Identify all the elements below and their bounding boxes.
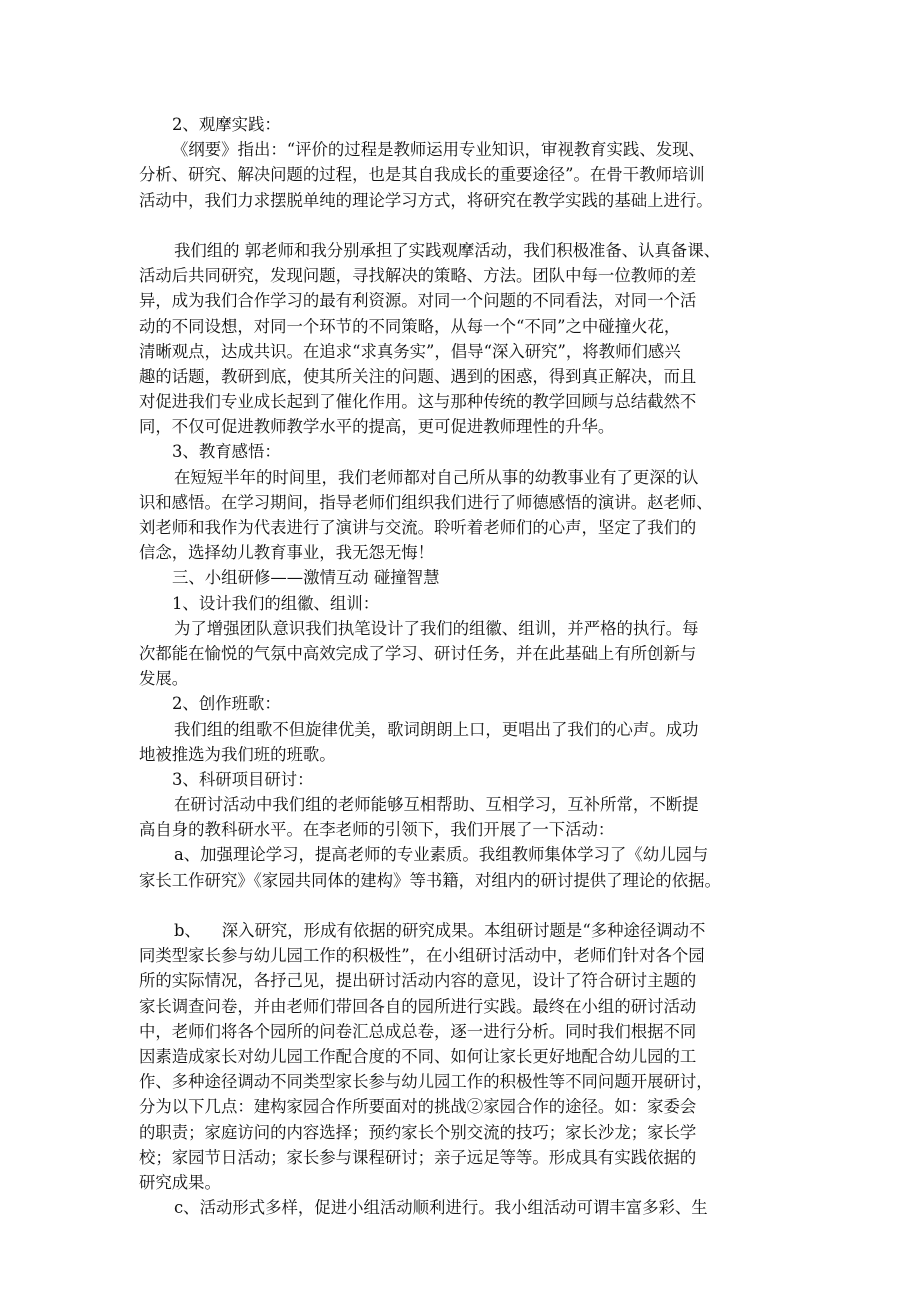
text-line: 同，不仅可促进教师教学水平的提高，更可促进教师理性的升华。 — [139, 417, 615, 437]
text-line: 《纲要》指出：“评价的过程是教师运用专业知识，审视教育实践、发现、 — [172, 140, 705, 160]
text-line: 家长调查问卷，并由老师们带回各自的园所进行实践。最终在小组的研讨活动 — [139, 996, 697, 1016]
text-line: 家长工作研究》《家园共同体的建构》等书籍，对组内的研讨提供了理论的依据。 — [139, 870, 721, 890]
blank-line — [139, 213, 799, 238]
text-line: 我们组的 郭老师和我分别承担了实践观摩活动，我们积极准备、认真备课、 — [174, 240, 721, 260]
text-line: 清晰观点，达成共识。在追求“求真务实”，倡导“深入研究”，将教师们感兴 — [139, 341, 681, 361]
section-heading: 3、科研项目研讨： — [172, 769, 314, 789]
text-line: 信念，选择幼儿教育事业，我无怨无悔！ — [139, 543, 435, 563]
blank-line — [139, 893, 799, 918]
text-line: 分析、研究、解决问题的过程，也是其自我成长的重要途径”。在骨干教师培训 — [139, 165, 705, 185]
text-line: 分为以下几点：建构家园合作所要面对的挑战②家园合作的途径。如：家委会 — [139, 1097, 697, 1117]
text-line: b、 深入研究，形成有依据的研究成果。本组研讨题是“多种途径调动不 — [174, 921, 706, 940]
text-line: 刘老师和我作为代表进行了演讲与交流。聆听着老师们的心声，坚定了我们的 — [139, 518, 697, 537]
text-line: 因素造成家长对幼儿园工作配合度的不同、如何让家长更好地配合幼儿园的工 — [139, 1046, 697, 1066]
section-heading: 三、小组研修——激情互动 碰撞智慧 — [172, 568, 440, 588]
text-line: 的职责；家庭访问的内容选择；预约家长个别交流的技巧；家长沙龙；家长学 — [139, 1122, 697, 1142]
text-line: 动的不同设想，对同一个环节的不同策略，从每一个“不同”之中碰撞火花， — [139, 316, 681, 336]
section-heading: 2、观摩实践： — [172, 115, 281, 134]
text-line: 次都能在愉悦的气氛中高效完成了学习、研讨任务，并在此基础上有所创新与 — [139, 643, 697, 663]
text-line: 研究成果。 — [139, 1172, 221, 1192]
text-line: 作、多种途径调动不同类型家长参与幼儿园工作的积极性等不同问题开展研讨， — [139, 1072, 713, 1092]
text-line: 发展。 — [139, 669, 189, 689]
text-line: 活动中，我们力求摆脱单纯的理论学习方式，将研究在教学实践的基础上进行。 — [139, 190, 713, 210]
text-line: 对促进我们专业成长起到了催化作用。这与那种传统的教学回顾与总结截然不 — [139, 392, 697, 412]
text-line: 所的实际情况，各抒己见，提出研讨活动内容的意见，设计了符合研讨主题的 — [139, 971, 697, 991]
text-line: 校；家园节日活动；家长参与课程研讨；亲子远足等等。形成具有实践依据的 — [139, 1147, 697, 1167]
section-heading: 2、创作班歌： — [172, 694, 281, 714]
document-page — [139, 112, 799, 1220]
text-line: 同类型家长参与幼儿园工作的积极性”，在小组研讨活动中，老师们针对各个园 — [139, 946, 705, 966]
text-line: 为了增强团队意识我们执笔设计了我们的组徽、组训，并严格的执行。每 — [174, 618, 699, 638]
section-heading: 1、设计我们的组徽、组训： — [172, 593, 380, 613]
text-line: c、活动形式多样，促进小组活动顺利进行。我小组活动可谓丰富多彩、生 — [174, 1198, 708, 1218]
text-line: 我们组的组歌不但旋律优美，歌词朗朗上口，更唱出了我们的心声。成功 — [174, 719, 699, 739]
text-line: 中，老师们将各个园所的问卷汇总成总卷，逐一进行分析。同时我们根据不同 — [139, 1021, 697, 1041]
text-line: 异，成为我们合作学习的最有利资源。对同一个问题的不同看法，对同一个活 — [139, 291, 697, 311]
text-line: 高自身的教科研水平。在李老师的引领下，我们开展了一下活动： — [139, 820, 615, 840]
text-line: a、加强理论学习，提高老师的专业素质。我组教师集体学习了《幼儿园与 — [174, 845, 709, 865]
text-line: 趣的话题，教研到底，使其所关注的问题、遇到的困惑，得到真正解决，而且 — [139, 366, 697, 386]
text-line: 活动后共同研究，发现问题，寻找解决的策略、方法。团队中每一位教师的差 — [139, 266, 697, 286]
text-line: 在短短半年的时间里，我们老师都对自己所从事的幼教事业有了更深的认 — [174, 467, 699, 487]
section-heading: 3、教育感悟： — [172, 442, 281, 462]
text-line: 在研讨活动中我们组的老师能够互相帮助、互相学习，互补所常，不断提 — [174, 795, 699, 815]
text-line: 地被推选为我们班的班歌。 — [139, 744, 336, 764]
text-line: 识和感悟。在学习期间，指导老师们组织我们进行了师德感悟的演讲。赵老师、 — [139, 492, 713, 512]
